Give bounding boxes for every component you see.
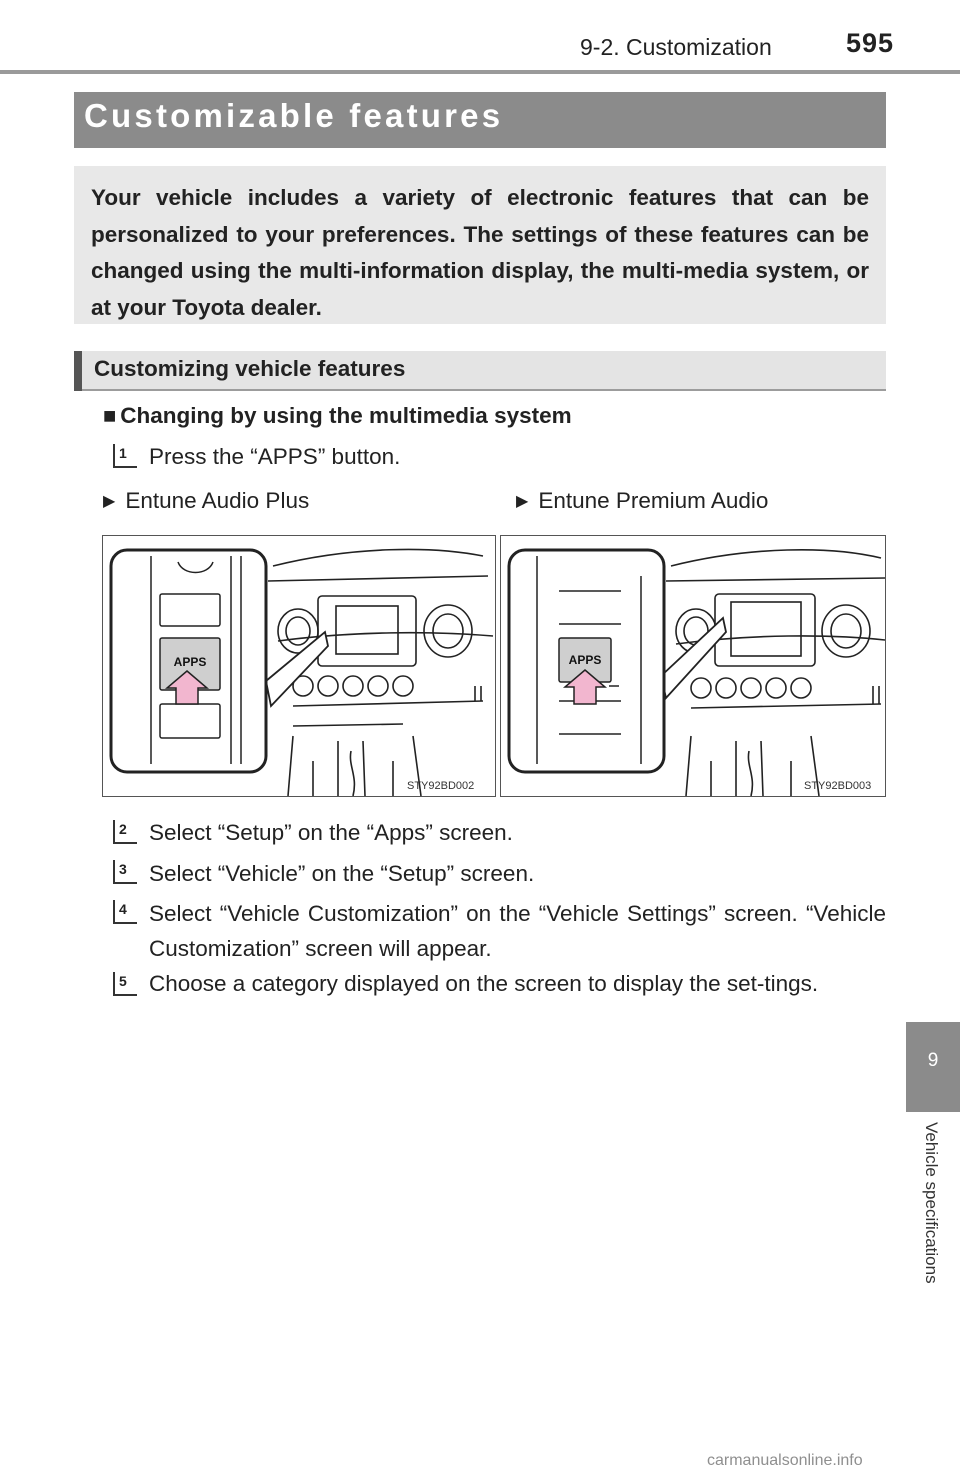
subsection-marker bbox=[74, 351, 82, 391]
step-text: Select “Vehicle Customization” on the “Vehicle Settings” screen. “Vehicle Customization” screen will appear. bbox=[149, 901, 886, 961]
header-rule bbox=[0, 70, 960, 74]
figure-heading-left: ▶ Entune Audio Plus bbox=[103, 488, 310, 513]
figure-heading-right: ▶ Entune Premium Audio bbox=[516, 488, 769, 513]
chapter-label: Vehicle specifications bbox=[922, 1122, 941, 1284]
chapter-number: 9 bbox=[927, 1050, 939, 1071]
page-title: Customizable features bbox=[84, 97, 504, 134]
apps-button-label: APPS bbox=[173, 655, 207, 669]
step-number: 5 bbox=[113, 972, 137, 996]
subsection-title: Customizing vehicle features bbox=[94, 356, 406, 381]
step-text: Choose a category displayed on the screen to display the set-tings. bbox=[149, 971, 819, 996]
section-header: 9-2. Customization bbox=[580, 34, 772, 60]
step-text: Press the “APPS” button. bbox=[149, 444, 401, 469]
intro-text: Your vehicle includes a variety of electronic features that can be personalized to your preferences. The settings of these features can be changed using the multi-information display, the multi-media system, or at your Toyota dealer. bbox=[91, 185, 869, 320]
method-text: Changing by using the multimedia system bbox=[120, 403, 572, 428]
page-number: 595 bbox=[846, 28, 895, 58]
step-number: 2 bbox=[113, 820, 137, 844]
step-number: 4 bbox=[113, 900, 137, 924]
apps-button-label: APPS bbox=[568, 653, 602, 667]
figure-code: STY92BD002 bbox=[407, 780, 475, 792]
dashboard-illustration-premium-audio bbox=[501, 536, 885, 796]
step-text: Select “Vehicle” on the “Setup” screen. bbox=[149, 861, 535, 886]
watermark: carmanualsonline.info bbox=[707, 1452, 863, 1469]
triangle-bullet-icon: ▶ bbox=[103, 493, 116, 510]
figure-code: STY92BD003 bbox=[804, 780, 872, 792]
dashboard-illustration-audio-plus bbox=[103, 536, 494, 796]
method-heading bbox=[103, 403, 572, 429]
square-bullet-icon: ■ bbox=[103, 403, 117, 428]
triangle-bullet-icon: ▶ bbox=[516, 493, 529, 510]
step-number: 3 bbox=[113, 860, 137, 884]
step-number: 1 bbox=[113, 444, 137, 468]
step-text: Select “Setup” on the “Apps” screen. bbox=[149, 820, 513, 845]
